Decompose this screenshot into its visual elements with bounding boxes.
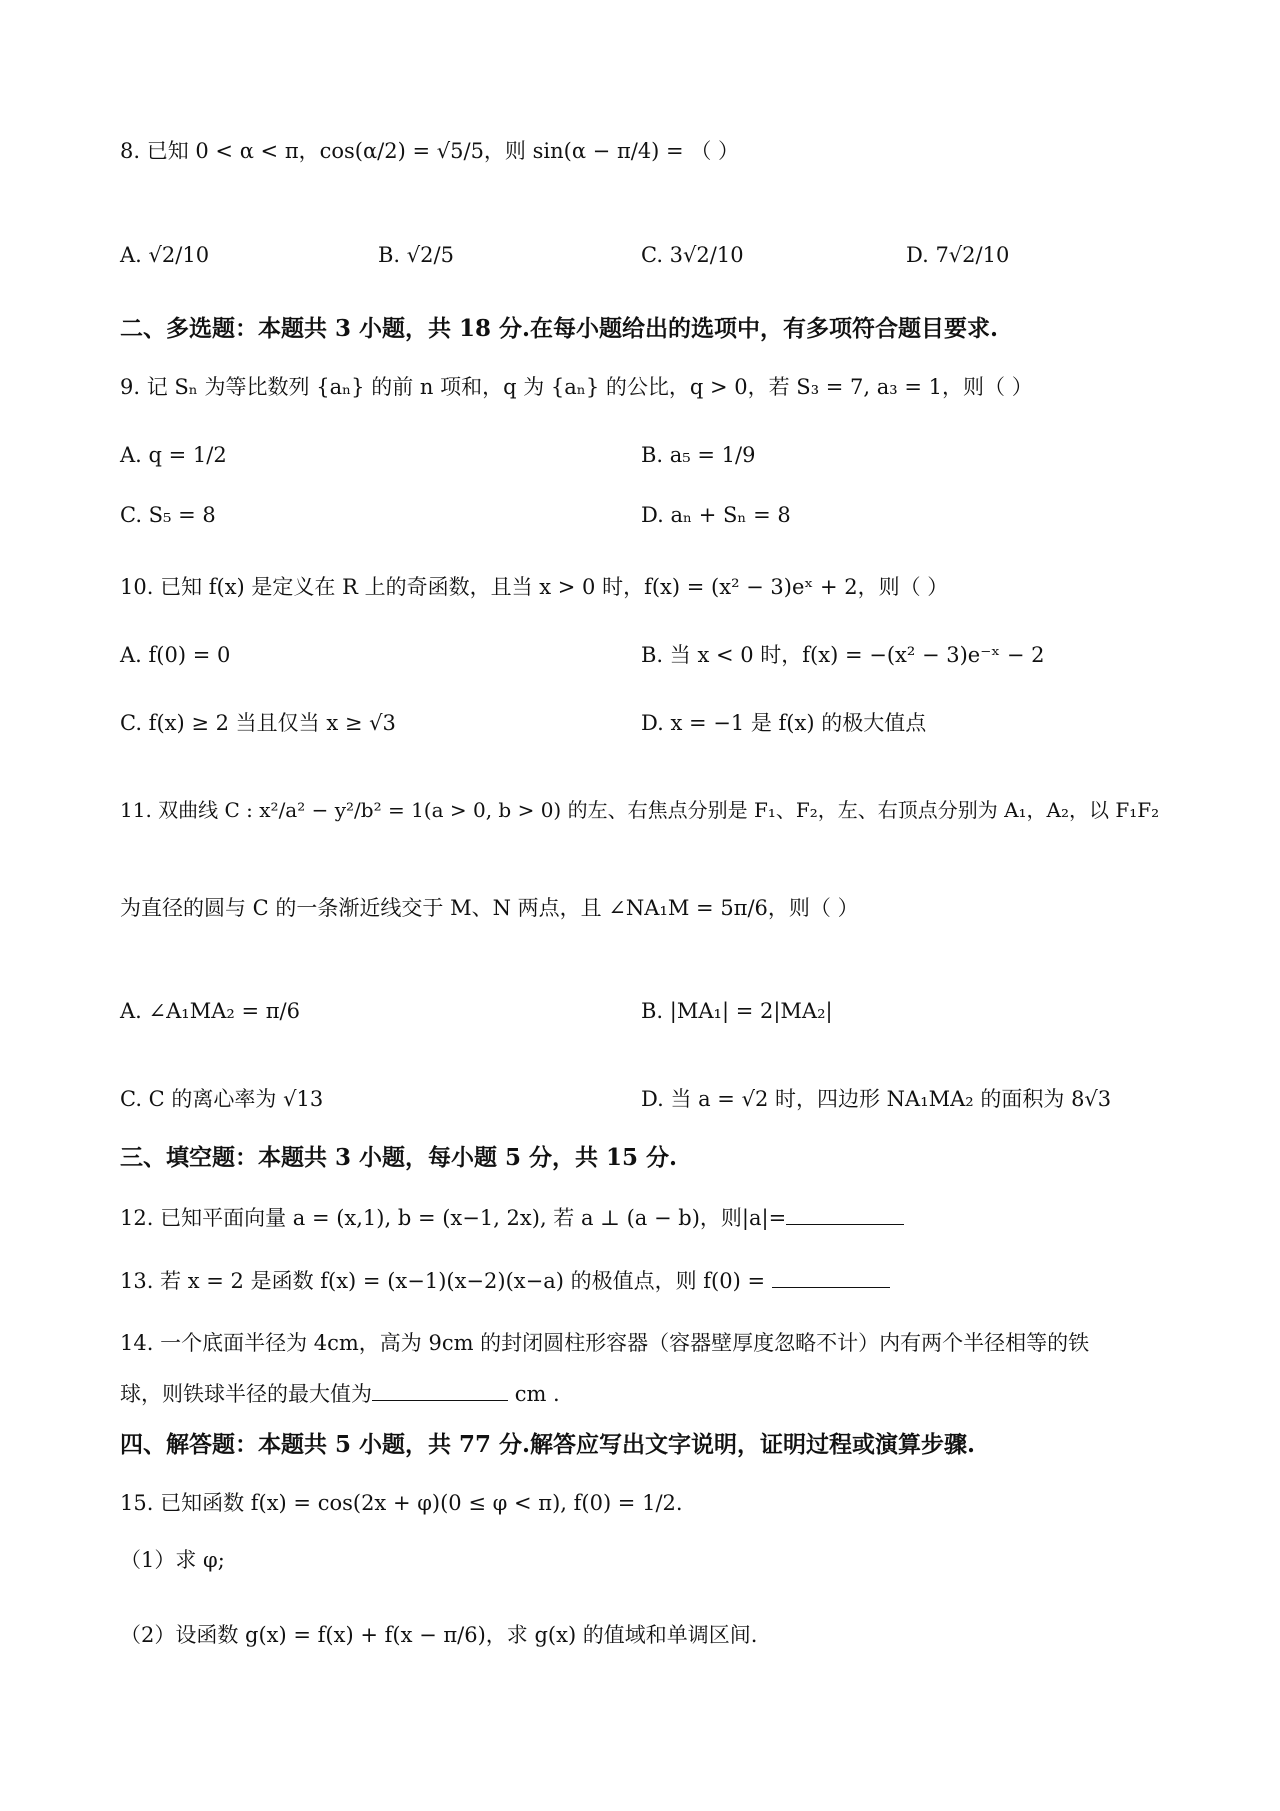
- q8-option-b: B. √2/5: [378, 243, 454, 267]
- q11-stem-line1: 11. 双曲线 C : x²/a² − y²/b² = 1(a > 0, b > 0) 的左、右焦点分别是 F₁、F₂，左、右顶点分别为 A₁，A₂，以 F₁F₂: [120, 798, 1160, 822]
- q13-line: [120, 1265, 890, 1296]
- q10-option-b: B. 当 x < 0 时，f(x) = −(x² − 3)e⁻ˣ − 2: [641, 643, 1045, 667]
- q15-part2: （2）设函数 g(x) = f(x) + f(x − π/6)，求 g(x) 的值域和单调区间.: [120, 1623, 758, 1647]
- section-fill-in-heading: 三、填空题：本题共 3 小题，每小题 5 分，共 15 分.: [120, 1144, 678, 1171]
- q11-option-a: A. ∠A₁MA₂ = π/6: [120, 999, 300, 1023]
- q12-answer-blank[interactable]: [786, 1202, 904, 1225]
- q9-option-a: A. q = 1/2: [120, 443, 227, 467]
- q15-part1: （1）求 φ;: [120, 1548, 225, 1572]
- q11-option-b: B. |MA₁| = 2|MA₂|: [641, 999, 833, 1023]
- q9-stem: 9. 记 Sₙ 为等比数列 {aₙ} 的前 n 项和，q 为 {aₙ} 的公比，q > 0，若 S₃ = 7, a₃ = 1，则（ ）: [120, 375, 1033, 399]
- q14-line1: 14. 一个底面半径为 4cm，高为 9cm 的封闭圆柱形容器（容器壁厚度忽略不计）内有两个半径相等的铁: [120, 1331, 1090, 1355]
- q8-stem: 8. 已知 0 < α < π，cos(α/2) = √5/5，则 sin(α − π/4) = （ ）: [120, 139, 739, 163]
- q10-option-c: C. f(x) ≥ 2 当且仅当 x ≥ √3: [120, 711, 396, 735]
- q10-option-a: A. f(0) = 0: [120, 643, 231, 667]
- q11-option-d: D. 当 a = √2 时，四边形 NA₁MA₂ 的面积为 8√3: [641, 1087, 1112, 1111]
- q8-option-c: C. 3√2/10: [641, 243, 744, 267]
- q8-option-d: D. 7√2/10: [906, 243, 1010, 267]
- q14-stem-part1: 球，则铁球半径的最大值为: [120, 1382, 372, 1406]
- q11-stem-line2: 为直径的圆与 C 的一条渐近线交于 M、N 两点，且 ∠NA₁M = 5π/6，则（ ）: [120, 896, 859, 920]
- section-solution-heading: 四、解答题：本题共 5 小题，共 77 分.解答应写出文字说明，证明过程或演算步骤.: [120, 1431, 976, 1458]
- section-multiple-choice-heading: 二、多选题：本题共 3 小题，共 18 分.在每小题给出的选项中，有多项符合题目要求.: [120, 315, 999, 342]
- q12-line: [120, 1202, 904, 1233]
- q14-line2: [120, 1378, 560, 1409]
- q8-option-a: A. √2/10: [120, 243, 210, 267]
- q13-answer-blank[interactable]: [772, 1265, 890, 1288]
- q10-stem: 10. 已知 f(x) 是定义在 R 上的奇函数，且当 x > 0 时，f(x) = (x² − 3)eˣ + 2，则（ ）: [120, 575, 949, 599]
- q14-unit: cm .: [514, 1382, 560, 1406]
- q12-stem: 12. 已知平面向量 a = (x,1), b = (x−1, 2x), 若 a ⊥ (a − b)，则|a|=: [120, 1206, 787, 1230]
- q9-option-c: C. S₅ = 8: [120, 503, 216, 527]
- q11-option-c: C. C 的离心率为 √13: [120, 1087, 324, 1111]
- q14-answer-blank[interactable]: [372, 1378, 508, 1401]
- q13-stem: 13. 若 x = 2 是函数 f(x) = (x−1)(x−2)(x−a) 的极值点，则 f(0) =: [120, 1269, 766, 1293]
- q15-stem: 15. 已知函数 f(x) = cos(2x + φ)(0 ≤ φ < π), f(0) = 1/2.: [120, 1491, 683, 1515]
- q9-option-d: D. aₙ + Sₙ = 8: [641, 503, 791, 527]
- q10-option-d: D. x = −1 是 f(x) 的极大值点: [641, 711, 927, 735]
- q9-option-b: B. a₅ = 1/9: [641, 443, 756, 467]
